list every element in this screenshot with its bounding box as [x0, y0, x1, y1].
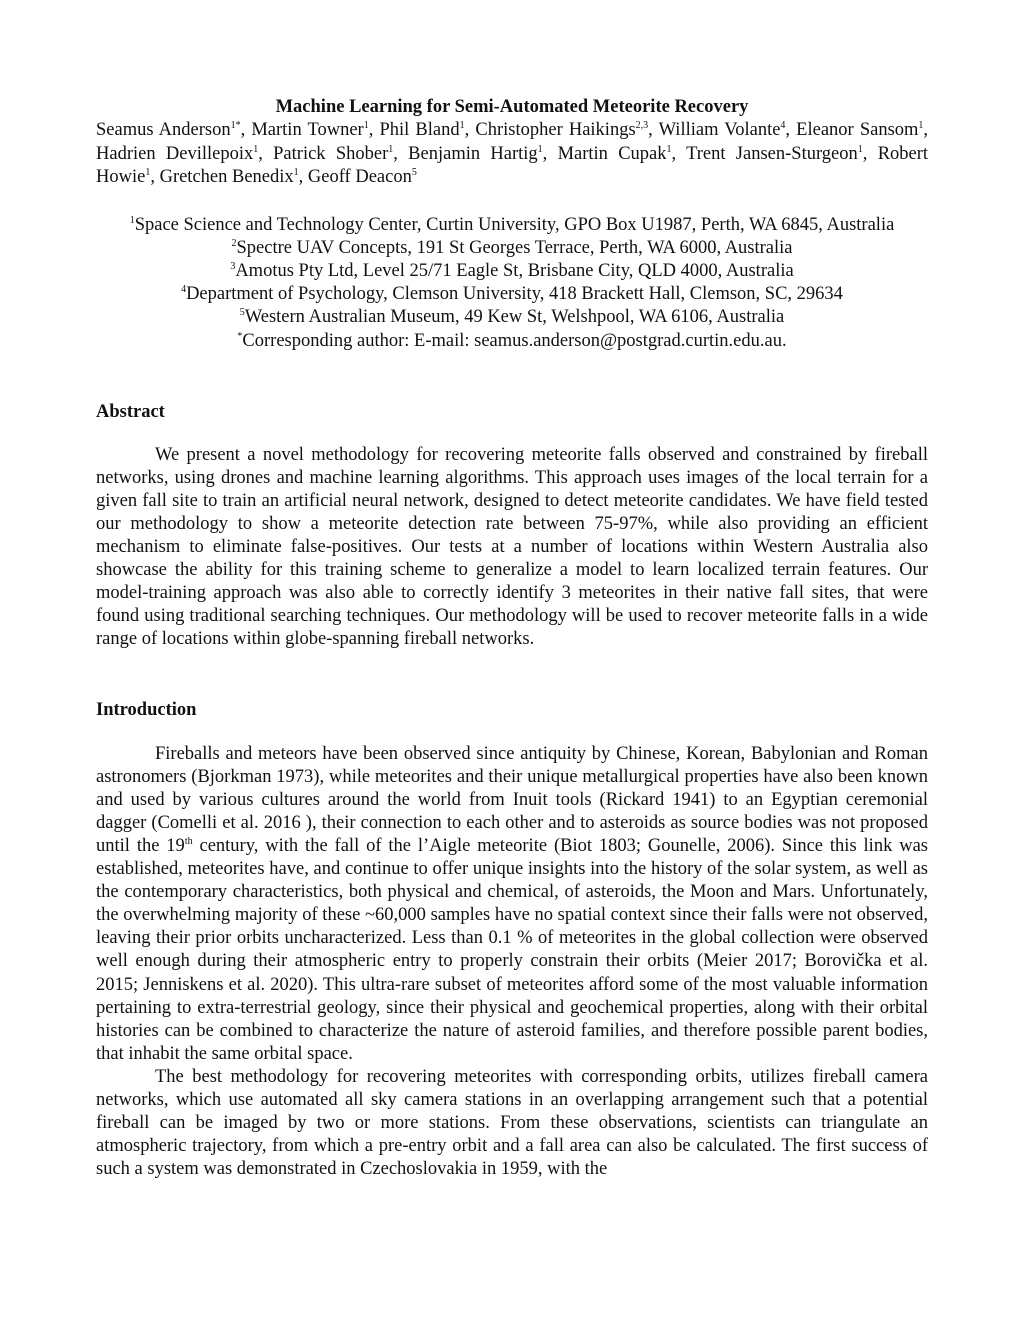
introduction-heading: Introduction — [96, 699, 197, 720]
affiliation: $^2$Spectre UAV Concepts, 191 St Georges Terrace, Perth, WA 6000, Australia — [231, 237, 793, 258]
author: Patrick Shober$^1$, — [273, 143, 409, 164]
author: Gretchen Benedix$^1$, — [159, 167, 308, 187]
paper-body — [96, 96, 928, 1181]
author: Trent Jansen-Sturgeon$^1$, — [686, 143, 878, 164]
author: Eleanor Sansom$^1$, — [796, 120, 929, 140]
affiliation: $^5$Western Australian Museum, 49 Kew St, Welshpool, WA 6106, Australia — [239, 307, 785, 328]
abstract-paragraph: We present a novel methodology for recovering meteorite falls observed and constrained by fireball networks, using drones and machine learning algorithms. This approach uses images of the local terrain for a given fall site to train an artificial neural network, designed to detect meteorite candidates. We have field tested our methodology to show a meteorite detection rate between 75-97%, while also providing an efficient mechanism to eliminate false-positives. Our tests at a number of locations within Western Australia also showcase the ability for this training scheme to generalize a model to learn localized terrain features. Our model-training approach was also able to correctly identify 3 meteorites in their native fall sites, that were found using traditional searching techniques. Our methodology will be used to recover meteorite falls in a wide range of locations within globe-spanning fireball networks. — [96, 444, 928, 650]
author: Martin Towner$^1$, — [251, 120, 380, 140]
author: Geoff Deacon$^5$ — [307, 167, 417, 187]
introduction-paragraph-1: Fireballs and meteors have been observed since antiquity by Chinese, Korean, Babylonian and Roman astronomers (Bjorkman 1973), while meteorites and their unique metallurgical properties have also been known and used by various cultures around the world from Inuit tools (Rickard 1941) to an Egyptian ceremonial dagger (Comelli et al. 2016 ), their connection to each other and to asteroids as source bodies was not proposed until the 19th century, with the fall of the l’Aigle meteorite (Biot 1803; Gounelle, 2006). Since this link was established, meteorites have, and continue to offer unique insights into the history of the solar system, as well as the contemporary characteristics, both physical and chemical, of asteroids, the Moon and Mars. Unfortunately, the overwhelming majority of these ~60,000 samples have no spatial context since their falls were not observed, leaving their prior orbits uncharacterized. Less than 0.1 % of meteorites in the global collection were observed well enough during their atmospheric entry to properly constrain their orbits (Meier 2017; Borovička et al. 2015; Jenniskens et al. 2020). This ultra-rare subset of meteorites afford some of the most valuable information pertaining to extra-terrestrial geology, since their physical and geochemical properties, along with their orbital histories can be combined to characterize the nature of asteroid families, and therefore possible parent bodies, that inhabit the same orbital space. — [96, 743, 928, 1064]
affiliation: $^3$Amotus Pty Ltd, Level 25/71 Eagle St, Brisbane City, QLD 4000, Australia — [230, 260, 794, 281]
author: Seamus Anderson$^{1*}$, — [96, 120, 252, 140]
author-list — [96, 119, 928, 190]
affiliation: $^4$Department of Psychology, Clemson University, 418 Brackett Hall, Clemson, SC, 29634 — [181, 284, 843, 305]
affiliation: $^1$Space Science and Technology Center, Curtin University, GPO Box U1987, Perth, WA 6845, Australia — [129, 214, 895, 235]
corresponding-author: *Corresponding author: E-mail: seamus.anderson@postgrad.curtin.edu.au. — [237, 330, 787, 351]
superscript-th: th — [184, 835, 193, 847]
author: William Volante$^4$, — [658, 120, 797, 140]
paper-title: Machine Learning for Semi-Automated Meteorite Recovery — [275, 97, 749, 117]
abstract-heading: Abstract — [96, 401, 165, 422]
author: Benjamin Hartig$^1$, — [408, 143, 558, 164]
affiliation-list — [96, 214, 928, 353]
introduction-paragraph-2: The best methodology for recovering meteorites with corresponding orbits, utilizes fireball camera networks, which use automated all sky camera stations in an overlapping arrangement such that a potential fireball can be imaged by two or more stations. From these observations, scientists can triangulate an atmospheric trajectory, from which a pre-entry orbit and a fall area can also be calculated. The first success of such a system was demonstrated in Czechoslovakia in 1959, with the — [96, 1066, 928, 1180]
author: Christopher Haikings$^{2,3}$, — [475, 120, 659, 140]
author: Phil Bland$^1$, — [379, 120, 476, 140]
author: Martin Cupak$^1$, — [557, 143, 687, 164]
author: Hadrien Devillepoix$^1$, — [96, 143, 274, 164]
author: Robert Howie$^1$, — [96, 143, 929, 187]
